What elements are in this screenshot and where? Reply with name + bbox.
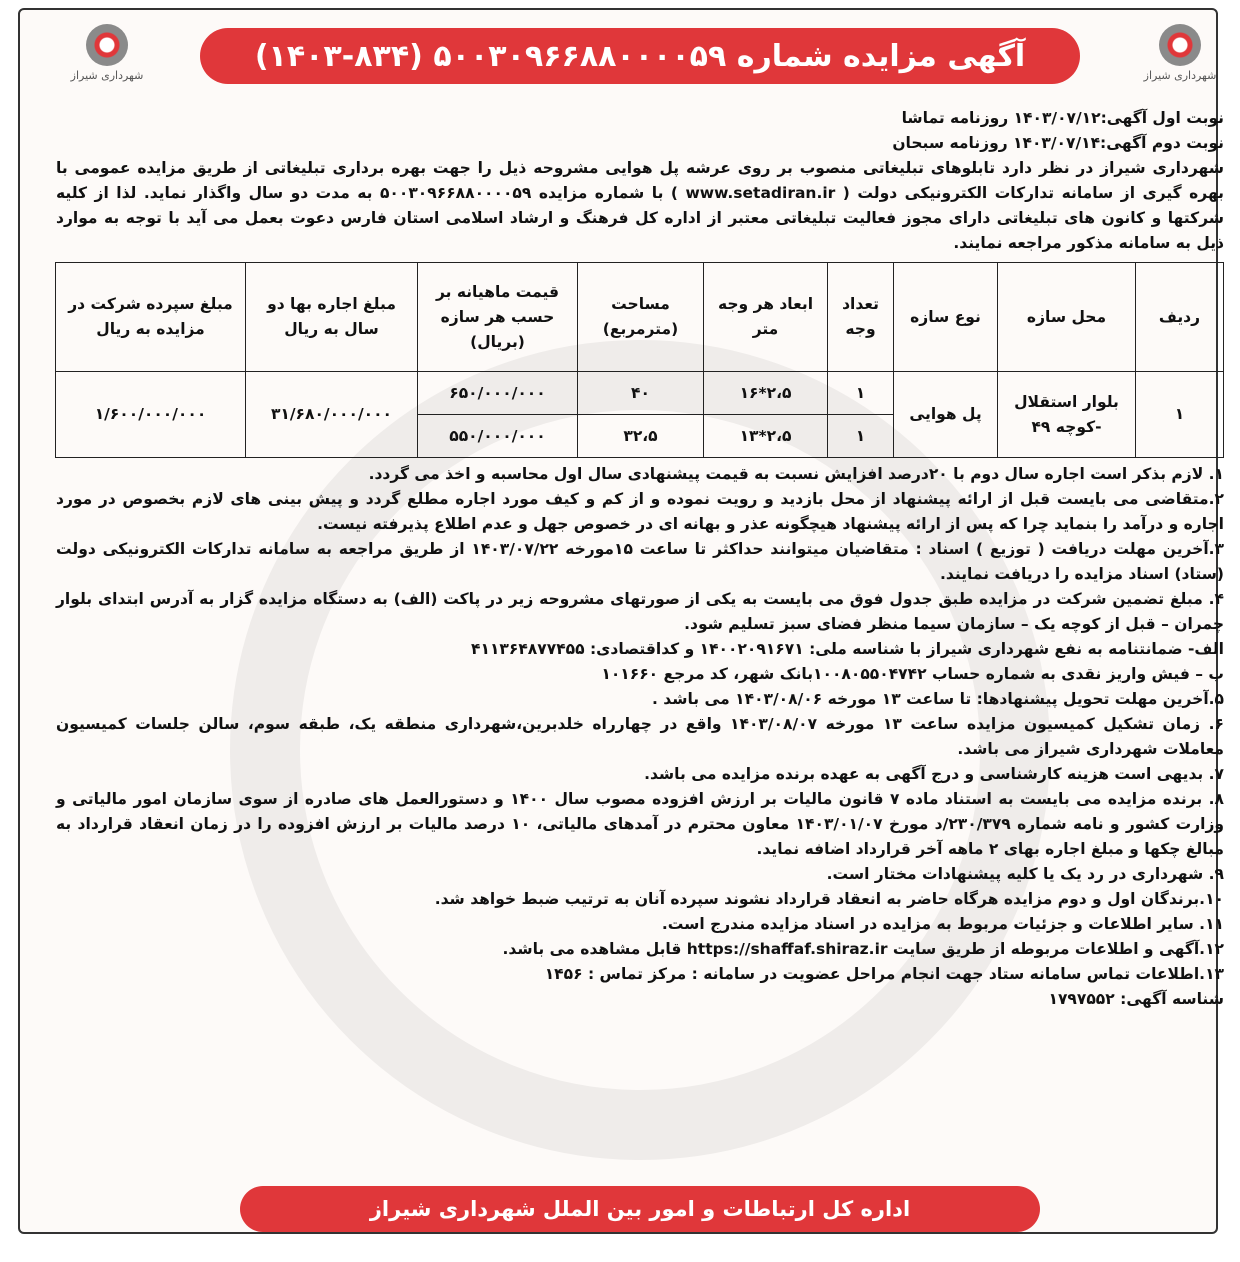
second-publication-line: نوبت دوم آگهی:۱۴۰۳/۰۷/۱۴ روزنامه سبحان [892,134,1224,152]
header-type: نوع سازه [894,263,998,372]
conditions-list [56,462,1224,1012]
notice-body [56,106,1224,1012]
cell-dimensions: ۲،۵*۱۶ [704,372,828,415]
cell-location: بلوار استقلال -کوچه ۴۹ [998,372,1136,458]
cell-row-number: ۱ [1136,372,1224,458]
cell-area: ۳۲،۵ [578,415,704,458]
ad-id: شناسه آگهی: ۱۷۹۷۵۵۲ [1048,990,1224,1008]
header-rent: مبلغ اجاره بها دو سال به ریال [246,263,418,372]
header-deposit: مبلغ سپرده شرکت در مزایده به ریال [56,263,246,372]
header-faces: تعداد وجه [828,263,894,372]
cell-area: ۴۰ [578,372,704,415]
cell-deposit: ۱/۶۰۰/۰۰۰/۰۰۰ [56,372,246,458]
table-header-row [56,263,1224,372]
condition-item: ۶. زمان تشکیل کمیسیون مزایده ساعت ۱۳ مورخه ۱۴۰۳/۰۸/۰۷ واقع در چهارراه خلدبرین،شهرداری منطقه یک، طبقه سوم، سالن جلسات کمیسیون معاملات شهرداری شیراز می باشد. [56,715,1224,758]
shiraz-flower-icon [1159,24,1201,66]
cell-dimensions: ۲،۵*۱۳ [704,415,828,458]
condition-item: ۸. برنده مزایده می بایست به استناد ماده ۷ قانون مالیات بر ارزش افزوده مصوب سال ۱۴۰۰ و دستورالعمل های صادره از سوی سازمان امور مالیاتی و وزارت کشور و نامه شماره ۲۳۰/۳۷۹/د مورخ ۱۴۰۳/۰۱/۰۷ معاون محترم در آمدهای مالیاتی، ۱۰ درصد مالیات بر ارزش افزوده را در زمان انعقاد قرارداد به مبالغ چکها و مبلغ اجاره بهای ۲ ماهه آخر قرارداد اضافه نماید. [56,790,1225,858]
condition-item: ب – فیش واریز نقدی به شماره حساب ۱۰۰۸۰۵۵۰۴۷۴۲بانک شهر، کد مرجع ۱۰۱۶۶۰ [601,665,1224,683]
notice-frame [18,8,1225,1234]
condition-item: ۱۲.آگهی و اطلاعات مربوطه از طریق سایت https://shaffaf.shiraz.ir قابل مشاهده می باشد. [502,940,1224,958]
table-row [56,372,1224,415]
footer-text: اداره کل ارتباطات و امور بین الملل شهرداری شیراز [369,1197,911,1221]
cell-monthly-price: ۶۵۰/۰۰۰/۰۰۰ [418,372,578,415]
logo-left [62,24,152,94]
condition-item: ۲.متقاضی می بایست قبل از ارائه پیشنهاد از محل بازدید و رویت نموده و از کم و کیف مورد اجاره مطلع گردد و پیش بینی های لازم بخصوص در مورد اجاره و درآمد را بنماید چرا که پس از ارائه پیشنهاد هیچگونه عذر و بهانه ای در خصوص جهل و عدم اطلاع پذیرفته نیست. [56,490,1224,533]
header-dimensions: ابعاد هر وجه متر [704,263,828,372]
first-publication-line: نوبت اول آگهی:۱۴۰۳/۰۷/۱۲ روزنامه تماشا [901,109,1224,127]
header-title-bar [200,28,1080,84]
intro-paragraph: شهرداری شیراز در نظر دارد تابلوهای تبلیغاتی منصوب بر روی عرشه پل هوایی مشروحه ذیل را جهت بهره برداری تبلیغاتی از طریق مزایده عمومی با بهره گیری از سامانه تدارکات الکترونیکی دولت ( www.setadiran.ir ) با شماره مزایده ۵۰۰۳۰۹۶۶۸۸۰۰۰۰۵۹ به مدت دو سال واگذار نماید. لذا از کلیه شرکتها و کانون های تبلیغاتی دارای مجوز فعالیت تبلیغاتی معتبر از اداره کل فرهنگ و ارشاد اسلامی استان فارس دعوت بعمل می آید با توجه به موارد ذیل به سامانه مذکور مراجعه نمایند. [56,159,1224,252]
cell-faces: ۱ [828,415,894,458]
header-row-number: ردیف [1136,263,1224,372]
condition-item: ۱۱. سایر اطلاعات و جزئیات مربوط به مزایده در اسناد مزایده مندرج است. [661,915,1224,933]
logo-right-text: شهرداری شیراز [1143,69,1217,82]
cell-rent: ۳۱/۶۸۰/۰۰۰/۰۰۰ [246,372,418,458]
auction-table-wrap [56,262,1224,458]
cell-monthly-price: ۵۵۰/۰۰۰/۰۰۰ [418,415,578,458]
header-location: محل سازه [998,263,1136,372]
auction-table [55,262,1224,458]
condition-item: ۴. مبلغ تضمین شرکت در مزایده طبق جدول فوق می بایست به یکی از صورتهای مشروحه زیر در پاکت (الف) به دستگاه مزایده گزار به آدرس ابتدای بلوار چمران – قبل از کوچه یک – سازمان سیما منظر فضای سبز تسلیم شود. [56,590,1224,633]
condition-item: الف- ضمانتنامه به نفع شهرداری شیراز با شناسه ملی: ۱۴۰۰۲۰۹۱۶۷۱ و کداقتصادی: ۴۱۱۳۶۴۸۷۷۴۵۵ [471,640,1224,658]
footer-bar [240,1186,1040,1232]
condition-item: ۱۰.برندگان اول و دوم مزایده هرگاه حاضر به انعقاد قرارداد نشوند سپرده آنان به ترتیب ضبط خواهد شد. [434,890,1224,908]
logo-right [1135,24,1225,94]
header-area: مساحت (مترمربع) [578,263,704,372]
header-monthly-price: قیمت ماهیانه بر حسب هر سازه (بریال) [418,263,578,372]
condition-item: ۵.آخرین مهلت تحویل پیشنهادها: تا ساعت ۱۳ مورخه ۱۴۰۳/۰۸/۰۶ می باشد . [651,690,1224,708]
condition-item: ۷. بدیهی است هزینه کارشناسی و درج آگهی به عهده برنده مزایده می باشد. [644,765,1224,783]
condition-item: ۱. لازم بذکر است اجاره سال دوم با ۲۰درصد افزایش نسبت به قیمت پیشنهادی سال اول محاسبه و اخذ می گردد. [368,465,1224,483]
logo-left-text: شهرداری شیراز [70,69,144,82]
shiraz-flower-icon [86,24,128,66]
cell-type: پل هوایی [894,372,998,458]
condition-item: ۹. شهرداری در رد یک یا کلیه پیشنهادات مختار است. [826,865,1224,883]
page-title: آگهی مزایده شماره ۵۰۰۳۰۹۶۶۸۸۰۰۰۰۵۹ (۸۳۴-۱۴۰۳) [254,38,1026,74]
cell-faces: ۱ [828,372,894,415]
condition-item: ۳.آخرین مهلت دریافت ( توزیع ) اسناد : متقاضیان میتوانند حداکثر تا ساعت ۱۵مورخه ۱۴۰۳/۰۷/۲۲ از طریق مراجعه به سامانه تدارکات الکترونیکی دولت (ستاد) اسناد مزایده را دریافت نمایند. [56,540,1224,583]
condition-item: ۱۳.اطلاعات تماس سامانه ستاد جهت انجام مراحل عضویت در سامانه : مرکز تماس : ۱۴۵۶ [544,965,1224,983]
